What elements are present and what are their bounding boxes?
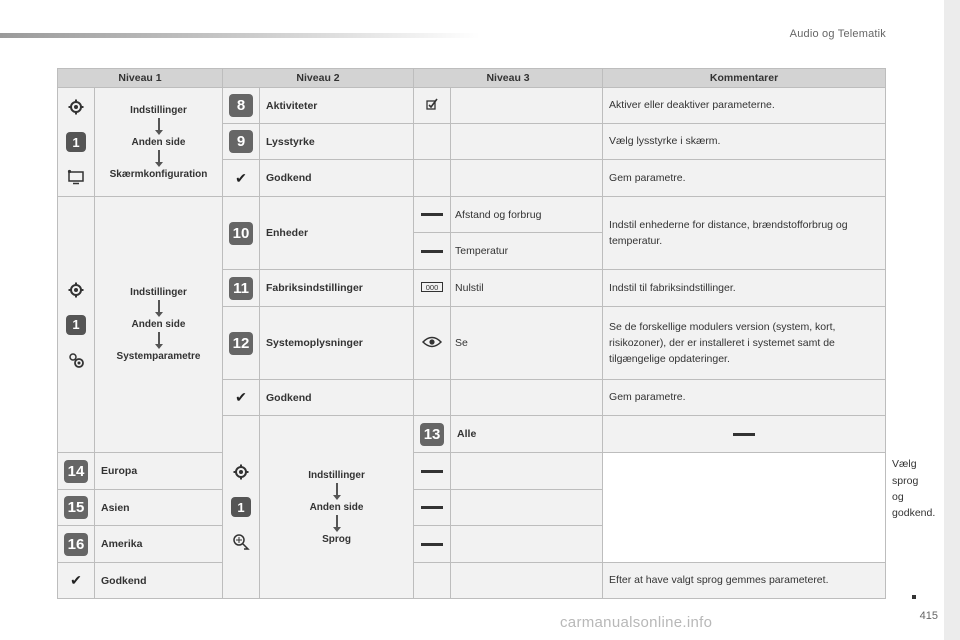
language-icon bbox=[232, 533, 250, 551]
symbol-cell bbox=[414, 526, 451, 563]
level2-label: Fabriksindstillinger bbox=[260, 270, 414, 307]
level1-flow-cell bbox=[260, 416, 414, 599]
symbol-cell bbox=[414, 270, 451, 307]
level3-label bbox=[451, 526, 603, 563]
arrow-down-icon bbox=[155, 118, 163, 135]
level3-label bbox=[451, 124, 603, 160]
number-badge: 13 bbox=[420, 423, 444, 446]
step-badge: 1 bbox=[66, 132, 86, 152]
comment-cell: Indstil enhederne for distance, brændstofforbrug og temperatur. bbox=[603, 197, 886, 270]
path-step: Anden side bbox=[131, 136, 186, 148]
level1-icons-cell bbox=[58, 197, 95, 453]
level3-label: Temperatur bbox=[451, 233, 603, 270]
level2-label: Godkend bbox=[95, 563, 223, 599]
level3-label bbox=[451, 160, 603, 197]
number-badge: 12 bbox=[229, 332, 253, 355]
level3-label bbox=[451, 380, 603, 416]
level3-label: Afstand og forbrug bbox=[451, 197, 603, 233]
level3-label bbox=[451, 563, 603, 599]
step-badge: 1 bbox=[66, 315, 86, 335]
number-badge: 15 bbox=[64, 496, 88, 519]
level3-label bbox=[451, 88, 603, 124]
level1-flow-cell bbox=[95, 88, 223, 197]
level3-label bbox=[451, 490, 603, 526]
symbol-cell bbox=[603, 416, 886, 453]
navigation-path bbox=[260, 470, 413, 545]
settings-table bbox=[57, 68, 936, 599]
number-badge: 14 bbox=[64, 460, 88, 483]
path-step: Anden side bbox=[309, 501, 364, 513]
arrow-down-icon bbox=[155, 332, 163, 349]
col-header-level2: Niveau 2 bbox=[223, 69, 414, 88]
section-title: Audio og Telematik bbox=[789, 28, 886, 40]
page-edge-strip bbox=[944, 0, 960, 640]
symbol-cell bbox=[414, 563, 451, 599]
symbol-cell bbox=[414, 124, 451, 160]
num-cell bbox=[58, 490, 95, 526]
number-badge: 11 bbox=[229, 277, 253, 300]
level2-label: Alle bbox=[451, 416, 603, 453]
page-marker bbox=[912, 595, 916, 599]
watermark: carmanualsonline.info bbox=[560, 614, 713, 631]
bar-icon bbox=[421, 470, 443, 473]
arrow-down-icon bbox=[333, 483, 341, 500]
path-step: Systemparametre bbox=[116, 351, 201, 362]
comment-cell: Indstil til fabriksindstillinger. bbox=[603, 270, 886, 307]
number-badge: 9 bbox=[229, 130, 253, 153]
bar-icon bbox=[421, 250, 443, 253]
number-badge: 8 bbox=[229, 94, 253, 117]
col-header-level1: Niveau 1 bbox=[58, 69, 223, 88]
col-header-level3: Niveau 3 bbox=[414, 69, 603, 88]
comment-cell: Vælg lysstyrke i skærm. bbox=[603, 124, 886, 160]
level2-label: Amerika bbox=[95, 526, 223, 563]
level2-label: Lysstyrke bbox=[260, 124, 414, 160]
toggle-edit-icon bbox=[426, 101, 438, 113]
eye-icon bbox=[422, 339, 442, 351]
symbol-cell bbox=[414, 233, 451, 270]
level2-label: Asien bbox=[95, 490, 223, 526]
path-step: Indstillinger bbox=[130, 104, 187, 116]
symbol-cell bbox=[58, 563, 95, 599]
level2-label: Godkend bbox=[260, 380, 414, 416]
symbol-cell bbox=[414, 160, 451, 197]
comment-cell: Efter at have valgt sprog gemmes parameteret. bbox=[603, 563, 886, 599]
level2-label: Systemoplysninger bbox=[260, 307, 414, 380]
step-badge: 1 bbox=[231, 497, 251, 517]
comment-cell: Gem parametre. bbox=[603, 160, 886, 197]
bar-icon bbox=[421, 543, 443, 546]
symbol-cell bbox=[414, 307, 451, 380]
header-gradient-bar bbox=[0, 33, 480, 38]
level3-label: Se bbox=[451, 307, 603, 380]
num-cell bbox=[414, 416, 451, 453]
table-row: 1 Indstillinger Anden side Sprog 13 Alle Vælg sprog og godkend. bbox=[58, 416, 886, 453]
num-cell bbox=[223, 197, 260, 270]
navigation-path bbox=[95, 287, 222, 362]
level1-icons-cell bbox=[223, 416, 260, 599]
level2-label: Enheder bbox=[260, 197, 414, 270]
level3-label: Nulstil bbox=[451, 270, 603, 307]
check-icon: ✔ bbox=[70, 572, 82, 588]
table-row bbox=[58, 526, 886, 563]
bar-icon bbox=[421, 506, 443, 509]
num-cell bbox=[58, 453, 95, 490]
num-cell bbox=[58, 526, 95, 563]
bar-icon bbox=[733, 433, 755, 436]
number-badge: 10 bbox=[229, 222, 253, 245]
level2-label: Europa bbox=[95, 453, 223, 490]
svg-text:000: 000 bbox=[425, 282, 439, 292]
gear-icon bbox=[67, 281, 85, 299]
reset-icon bbox=[421, 283, 443, 295]
number-badge: 16 bbox=[64, 533, 88, 556]
arrow-down-icon bbox=[333, 515, 341, 532]
path-step: Sprog bbox=[322, 533, 351, 545]
path-step: Skærmkonfiguration bbox=[109, 168, 208, 180]
gear-icon bbox=[67, 98, 85, 116]
check-icon: ✔ bbox=[235, 169, 247, 186]
bar-icon bbox=[421, 213, 443, 216]
path-step: Anden side bbox=[131, 319, 186, 330]
col-header-comments: Kommentarer bbox=[603, 69, 886, 88]
level1-icons-cell bbox=[58, 88, 95, 197]
table-row bbox=[58, 490, 886, 526]
table-row bbox=[58, 563, 886, 599]
symbol-cell bbox=[414, 88, 451, 124]
gear-icon bbox=[232, 463, 250, 481]
table-row bbox=[58, 88, 886, 124]
symbol-cell bbox=[414, 197, 451, 233]
gears-icon bbox=[67, 351, 85, 369]
level2-label: Godkend bbox=[260, 160, 414, 197]
comment-cell: Aktiver eller deaktiver parameterne. bbox=[603, 88, 886, 124]
path-step: Indstillinger bbox=[130, 287, 187, 298]
symbol-cell bbox=[414, 490, 451, 526]
symbol-cell bbox=[414, 453, 451, 490]
level1-flow-cell bbox=[95, 197, 223, 453]
comment-cell: Se de forskellige modulers version (system, kort, risikozoner), der er installeret i systemet samt de tilgængelige opdateringer. bbox=[603, 307, 886, 380]
num-cell bbox=[223, 88, 260, 124]
table-row bbox=[58, 453, 886, 490]
num-cell bbox=[223, 307, 260, 380]
level3-label bbox=[451, 453, 603, 490]
navigation-path bbox=[95, 105, 222, 180]
screen-icon bbox=[67, 168, 85, 186]
num-cell bbox=[223, 124, 260, 160]
table-row bbox=[58, 197, 886, 233]
table-header-row bbox=[58, 69, 886, 88]
symbol-cell bbox=[414, 380, 451, 416]
level2-label: Aktiviteter bbox=[260, 88, 414, 124]
path-step: Indstillinger bbox=[308, 469, 365, 481]
symbol-cell bbox=[223, 160, 260, 197]
page-number: 415 bbox=[919, 610, 938, 622]
arrow-down-icon bbox=[155, 300, 163, 317]
symbol-cell bbox=[223, 380, 260, 416]
arrow-down-icon bbox=[155, 150, 163, 167]
check-icon: ✔ bbox=[235, 389, 247, 405]
num-cell bbox=[223, 270, 260, 307]
comment-cell: Gem parametre. bbox=[603, 380, 886, 416]
